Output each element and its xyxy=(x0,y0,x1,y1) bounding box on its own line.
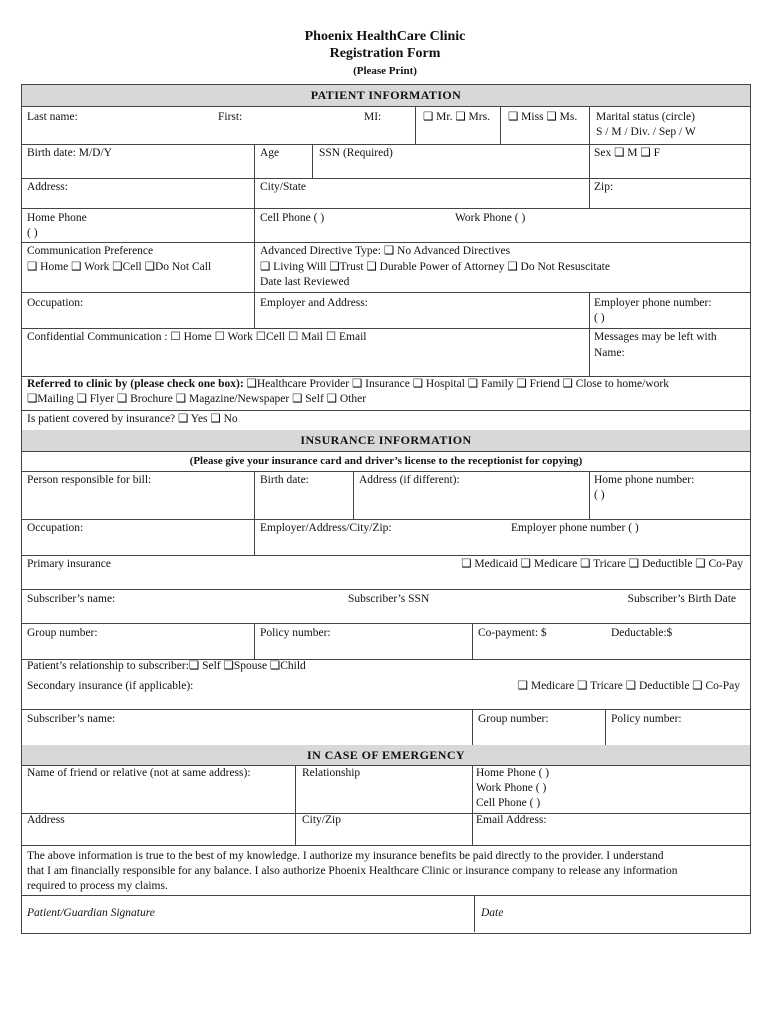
covered-row xyxy=(22,410,750,431)
divider xyxy=(254,292,255,328)
insurance-note: (Please give your insurance card and driver’s license to the receptionist for copying) xyxy=(189,455,583,467)
emergency-home-phone-field[interactable]: Home Phone ( ) xyxy=(476,767,550,779)
first-name-field[interactable]: First: xyxy=(218,111,243,123)
sex-checkbox[interactable]: Sex ❑ M ❑ F xyxy=(594,147,660,159)
divider xyxy=(295,765,296,813)
emergency-city-zip-field[interactable]: City/Zip xyxy=(302,814,341,826)
divider xyxy=(500,106,501,144)
divider xyxy=(254,623,255,659)
marital-status-label: Marital status (circle) xyxy=(596,111,695,123)
emergency-cell-phone-field[interactable]: Cell Phone ( ) xyxy=(476,797,541,809)
subscriber2-row xyxy=(22,709,750,746)
subscriber-row xyxy=(22,589,750,624)
secondary-subscriber-name-field[interactable]: Subscriber’s name: xyxy=(27,713,116,725)
mi-field[interactable]: MI: xyxy=(364,111,382,123)
primary-insurance-field[interactable]: Primary insurance xyxy=(27,558,111,570)
subscriber-birth-date-field[interactable]: Subscriber’s Birth Date xyxy=(627,593,736,605)
divider xyxy=(415,106,416,144)
work-phone-field[interactable]: Work Phone ( ) xyxy=(455,212,526,224)
referred-options-1[interactable]: ❑Healthcare Provider ❑ Insurance ❑ Hospital ❑ Family ❑ Friend ❑ Close to home/work xyxy=(243,378,669,390)
form-title: Registration Form xyxy=(329,46,441,61)
address-field[interactable]: Address: xyxy=(27,181,68,193)
age-field[interactable]: Age xyxy=(260,147,280,159)
emergency-work-phone-field[interactable]: Work Phone ( ) xyxy=(476,782,547,794)
emergency-contact-name-field[interactable]: Name of friend or relative (not at same address): xyxy=(27,767,251,779)
occupation-field[interactable]: Occupation: xyxy=(27,297,84,309)
subscriber-relationship-checkbox[interactable]: Patient’s relationship to subscriber:❑ Self ❑Spouse ❑Child xyxy=(27,660,306,672)
occupation-row xyxy=(22,292,750,329)
group-number-field[interactable]: Group number: xyxy=(27,627,98,639)
responsible-row xyxy=(22,471,750,520)
emergency-address-field[interactable]: Address xyxy=(27,814,65,826)
zip-field[interactable]: Zip: xyxy=(594,181,614,193)
divider xyxy=(589,471,590,519)
authorization-text-2: that I am financially responsible for any balance. I also authorize Phoenix Healthcare Clinic or insurance company to release any information xyxy=(27,865,678,877)
insurance-note-row xyxy=(22,451,750,472)
emergency-email-field[interactable]: Email Address: xyxy=(476,814,547,826)
employer-address-field[interactable]: Employer and Address: xyxy=(260,297,368,309)
divider xyxy=(254,144,255,178)
name-row xyxy=(22,106,750,145)
secondary-policy-number-field[interactable]: Policy number: xyxy=(611,713,682,725)
responsible-home-phone-label: Home phone number: xyxy=(594,474,695,486)
birth-row xyxy=(22,144,750,179)
address-if-different-field[interactable]: Address (if different): xyxy=(359,474,460,486)
patient-section-header: PATIENT INFORMATION xyxy=(22,85,750,107)
responsible-home-phone-field[interactable]: ( ) xyxy=(594,489,605,501)
primary-insurance-row xyxy=(22,555,750,590)
subscriber-name-field[interactable]: Subscriber’s name: xyxy=(27,593,116,605)
patient-guardian-signature-field[interactable]: Patient/Guardian Signature xyxy=(27,907,155,919)
referred-line-1 xyxy=(27,377,669,392)
divider xyxy=(472,813,473,845)
referred-row xyxy=(22,376,750,411)
divider xyxy=(254,208,255,242)
divider xyxy=(605,709,606,745)
divider xyxy=(295,813,296,845)
marital-status-options[interactable]: S / M / Div. / Sep / W xyxy=(596,126,696,138)
policy-number-field[interactable]: Policy number: xyxy=(260,627,331,639)
signature-row xyxy=(22,895,750,932)
title-miss-ms-checkbox[interactable]: ❑ Miss ❑ Ms. xyxy=(508,111,578,123)
referred-options-2[interactable]: ❑Mailing ❑ Flyer ❑ Brochure ❑ Magazine/Newspaper ❑ Self ❑ Other xyxy=(27,393,367,405)
authorization-row xyxy=(22,845,750,896)
emergency-relationship-field[interactable]: Relationship xyxy=(302,767,361,779)
emergency-address-row xyxy=(22,813,750,846)
responsible-birth-date-field[interactable]: Birth date: xyxy=(260,474,309,486)
person-responsible-field[interactable]: Person responsible for bill: xyxy=(27,474,152,486)
divider xyxy=(353,471,354,519)
address-row xyxy=(22,178,750,209)
divider xyxy=(474,895,475,932)
authorization-text-3: required to process my claims. xyxy=(27,880,168,892)
phone-row xyxy=(22,208,750,243)
title-mr-mrs-checkbox[interactable]: ❑ Mr. ❑ Mrs. xyxy=(423,111,490,123)
messages-name-field[interactable]: Name: xyxy=(594,347,625,359)
birth-date-field[interactable]: Birth date: M/D/Y xyxy=(27,147,112,159)
employer-phone-field[interactable]: ( ) xyxy=(594,312,605,324)
emergency-contact-row xyxy=(22,765,750,814)
insurance-covered-checkbox[interactable]: Is patient covered by insurance? ❑ Yes ❑ No xyxy=(27,413,238,425)
preference-row xyxy=(22,242,750,293)
ssn-field[interactable]: SSN (Required) xyxy=(319,147,393,159)
responsible-occupation-field[interactable]: Occupation: xyxy=(27,522,84,534)
secondary-group-number-field[interactable]: Group number: xyxy=(478,713,549,725)
copayment-field[interactable]: Co-payment: $ xyxy=(478,627,547,639)
employer-phone-label: Employer phone number: xyxy=(594,297,712,309)
communication-preference-label: Communication Preference xyxy=(27,245,154,257)
advanced-directive-type[interactable]: Advanced Directive Type: ❑ No Advanced Directives xyxy=(260,245,511,257)
responsible-employer-field[interactable]: Employer/Address/City/Zip: xyxy=(260,522,392,534)
secondary-insurance-field[interactable]: Secondary insurance (if applicable): xyxy=(27,680,194,692)
print-note: (Please Print) xyxy=(353,65,417,77)
city-state-field[interactable]: City/State xyxy=(260,181,306,193)
divider xyxy=(254,242,255,292)
divider xyxy=(472,765,473,813)
confidential-communication-options[interactable]: Confidential Communication : ☐ Home ☐ Work ☐Cell ☐ Mail ☐ Email xyxy=(27,331,367,343)
divider xyxy=(589,292,590,328)
confidential-row xyxy=(22,328,750,377)
divider xyxy=(589,106,590,144)
home-phone-label: Home Phone xyxy=(27,212,87,224)
divider xyxy=(254,178,255,208)
group-row xyxy=(22,623,750,660)
signature-date-field[interactable]: Date xyxy=(481,907,504,919)
date-last-reviewed-field[interactable]: Date last Reviewed xyxy=(260,276,350,288)
divider xyxy=(472,709,473,745)
cell-phone-field[interactable]: Cell Phone ( ) xyxy=(260,212,325,224)
communication-preference-options[interactable]: ❑ Home ❑ Work ❑Cell ❑Do Not Call xyxy=(27,261,212,273)
secondary-insurance-options[interactable]: ❑ Medicare ❑ Tricare ❑ Deductible ❑ Co-Pay xyxy=(517,680,740,692)
responsible-employer-phone-field[interactable]: Employer phone number ( ) xyxy=(511,522,639,534)
home-phone-field[interactable]: ( ) xyxy=(27,227,38,239)
messages-left-with-label: Messages may be left with xyxy=(594,331,717,343)
relationship-row xyxy=(22,659,750,710)
divider xyxy=(254,519,255,555)
authorization-text-1: The above information is true to the best of my knowledge. I authorize my insurance benefits be paid directly to the provider. I understand xyxy=(27,850,664,862)
emergency-section-header: IN CASE OF EMERGENCY xyxy=(22,745,750,766)
advanced-directive-options[interactable]: ❑ Living Will ❑Trust ❑ Durable Power of Attorney ❑ Do Not Resuscitate xyxy=(260,261,610,273)
divider xyxy=(472,623,473,659)
referred-label: Referred to clinic by (please check one box): xyxy=(27,378,244,390)
divider xyxy=(589,328,590,376)
ins-occupation-row xyxy=(22,519,750,556)
clinic-name: Phoenix HealthCare Clinic xyxy=(304,29,466,44)
insurance-section-header: INSURANCE INFORMATION xyxy=(22,430,750,452)
divider xyxy=(254,471,255,519)
deductable-field[interactable]: Deductable:$ xyxy=(611,627,673,639)
divider xyxy=(589,144,590,178)
last-name-field[interactable]: Last name: xyxy=(27,111,78,123)
divider xyxy=(589,178,590,208)
subscriber-ssn-field[interactable]: Subscriber’s SSN xyxy=(348,593,430,605)
registration-form xyxy=(21,84,751,934)
divider xyxy=(312,144,313,178)
primary-insurance-options[interactable]: ❑ Medicaid ❑ Medicare ❑ Tricare ❑ Deductible ❑ Co-Pay xyxy=(461,558,743,570)
